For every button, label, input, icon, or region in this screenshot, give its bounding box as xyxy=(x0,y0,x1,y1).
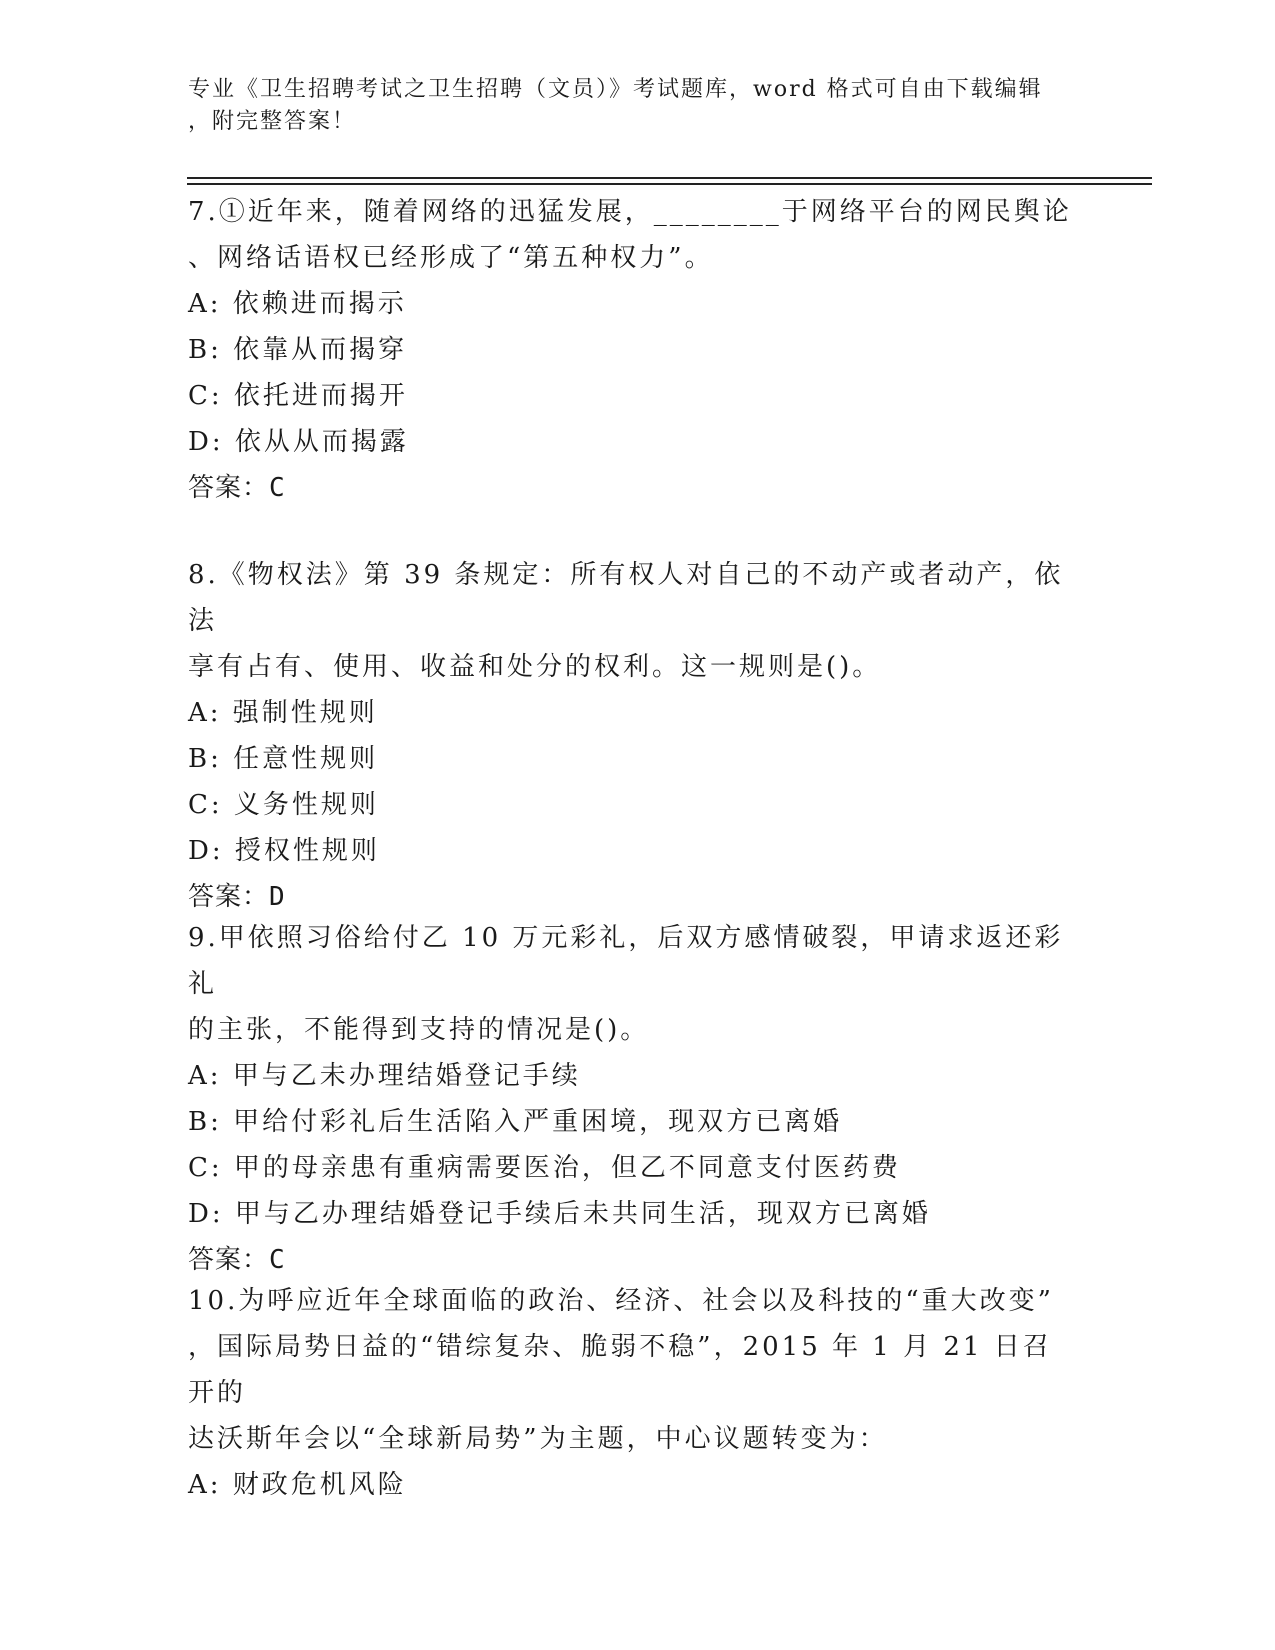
header-line-1: 专业《卫生招聘考试之卫生招聘（文员）》考试题库，word 格式可自由下载编辑 xyxy=(188,77,1043,102)
question-text-line: 达沃斯年会以“全球新局势”为主题，中心议题转变为： xyxy=(188,1424,888,1454)
answer-line xyxy=(188,1237,1078,1283)
option-a: A: 甲与乙未办理结婚登记手续 xyxy=(188,1061,581,1091)
question-7 xyxy=(188,189,1078,511)
option-a: A: 依赖进而揭示 xyxy=(188,289,407,319)
option-c: C: 依托进而揭开 xyxy=(188,381,408,411)
question-text-line: 10.为呼应近年全球面临的政治、经济、社会以及科技的“重大改变” xyxy=(188,1286,1054,1316)
option-a: A: 财政危机风险 xyxy=(188,1470,407,1500)
question-text-line: 享有占有、使用、收益和处分的权利。这一规则是()。 xyxy=(188,652,882,682)
option-c: C: 义务性规则 xyxy=(188,790,379,820)
option-d: D: 依从从而揭露 xyxy=(188,427,409,457)
header-line-2: ，附完整答案！ xyxy=(188,109,357,134)
question-text-line: 9.甲依照习俗给付乙 10 万元彩礼，后双方感情破裂，甲请求返还彩礼 xyxy=(188,923,1064,999)
header-divider-bottom xyxy=(187,183,1152,185)
answer-value: C xyxy=(269,473,286,503)
option-c: C: 甲的母亲患有重病需要医治，但乙不同意支付医药费 xyxy=(188,1153,901,1183)
answer-label: 答案： xyxy=(188,473,270,503)
document-header xyxy=(188,74,1068,138)
answer-value: C xyxy=(269,1245,286,1275)
answer-label: 答案： xyxy=(188,882,270,912)
answer-value: D xyxy=(269,882,286,912)
option-a: A: 强制性规则 xyxy=(188,698,378,728)
question-10 xyxy=(188,1278,1078,1508)
header-divider-top xyxy=(187,177,1152,179)
answer-line xyxy=(188,465,1078,511)
question-text-line: 、网络话语权已经形成了“第五种权力”。 xyxy=(188,243,714,273)
question-text-line: 的主张，不能得到支持的情况是()。 xyxy=(188,1015,650,1045)
option-b: B: 任意性规则 xyxy=(188,744,379,774)
question-text-line: 7.①近年来，随着网络的迅猛发展，________于网络平台的网民舆论 xyxy=(188,197,1072,227)
answer-line xyxy=(188,874,1078,920)
question-text-line: 8.《物权法》第 39 条规定：所有权人对自己的不动产或者动产，依法 xyxy=(188,560,1064,636)
option-b: B: 依靠从而揭穿 xyxy=(188,335,408,365)
option-b: B: 甲给付彩礼后生活陷入严重困境，现双方已离婚 xyxy=(188,1107,843,1137)
option-d: D: 授权性规则 xyxy=(188,836,380,866)
question-text-line: ，国际局势日益的“错综复杂、脆弱不稳”，2015 年 1 月 21 日召开的 xyxy=(188,1332,1052,1408)
question-9 xyxy=(188,915,1078,1283)
option-d: D: 甲与乙办理结婚登记手续后未共同生活，现双方已离婚 xyxy=(188,1199,931,1229)
question-8 xyxy=(188,552,1078,920)
answer-label: 答案： xyxy=(188,1245,270,1275)
